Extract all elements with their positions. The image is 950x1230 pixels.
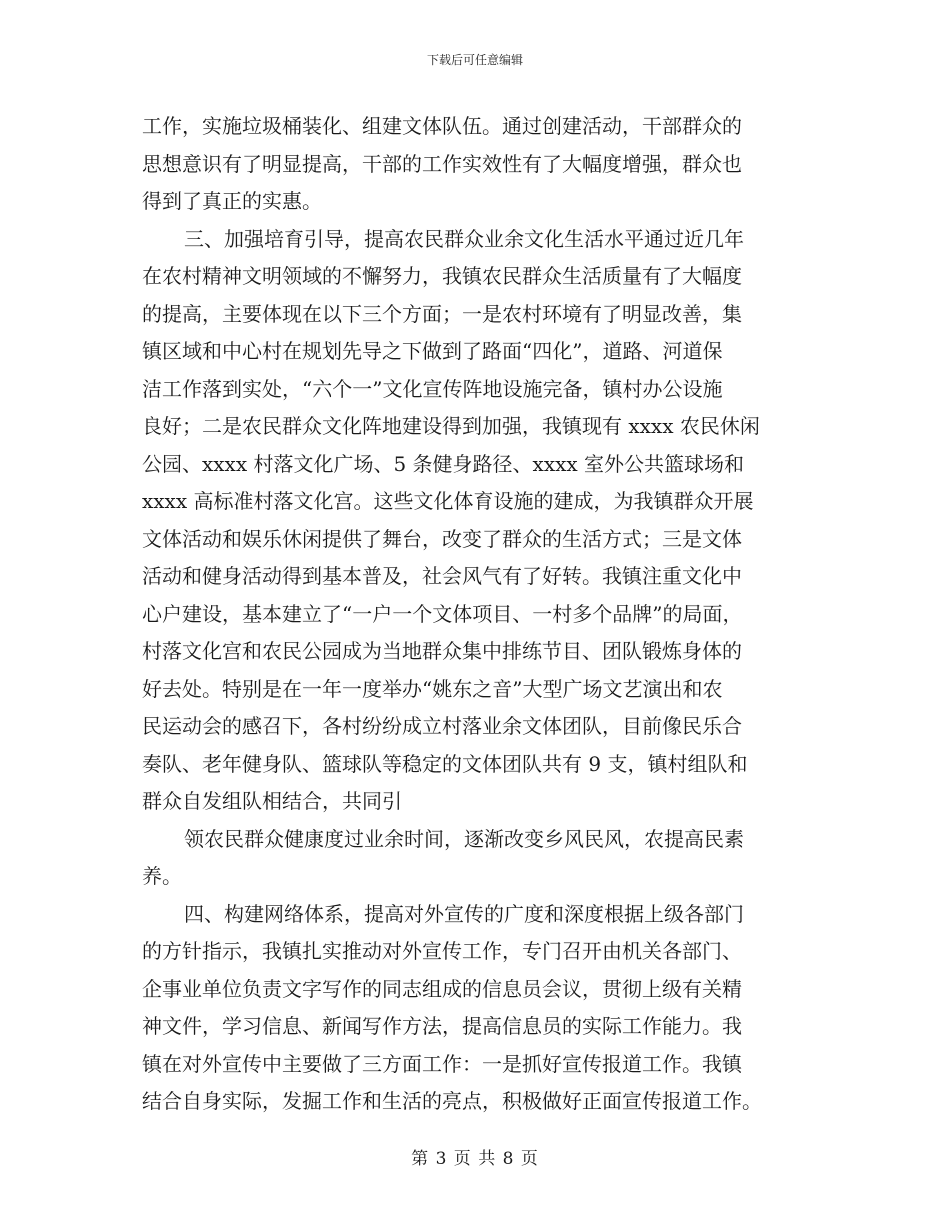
text-line: 民运动会的感召下，各村纷纷成立村落业余文体团队，目前像民乐合	[142, 714, 742, 738]
section-three-heading-line: 三、加强培育引导，提高农民群众业余文化生活水平通过近几年	[184, 226, 744, 251]
text-line: 群众自发组队相结合，共同引	[142, 789, 402, 813]
page-number: 第 3 页 共 8 页	[411, 1149, 539, 1169]
text-line: 奏队、老年健身队、篮球队等稳定的文体团队共有 9 支，镇村组队和	[142, 751, 748, 776]
document-body	[142, 108, 812, 1121]
text-line: xxxx 高标准村落文化宫。这些文化体育设施的建成，为我镇群众开展	[142, 489, 754, 513]
text-line: 的方针指示，我镇扎实推动对外宣传工作，专门召开由机关各部门、	[142, 939, 742, 963]
text-line: 镇区域和中心村在规划先导之下做到了路面“四化”，道路、河道保	[142, 339, 723, 363]
text-line: 洁工作落到实处，“六个一”文化宣传阵地设施完备，镇村办公设施	[142, 376, 723, 401]
text-line: 良好；二是农民群众文化阵地建设得到加强，我镇现有 xxxx 农民休闲	[142, 414, 760, 438]
text-line: 好去处。特别是在一年一度举办“姚东之音”大型广场文艺演出和农	[142, 676, 723, 701]
text-line: 神文件，学习信息、新闻写作方法，提高信息员的实际工作能力。我	[142, 1014, 742, 1038]
text-line: 领农民群众健康度过业余时间，逐渐改变乡风民风，农提高民素	[184, 826, 744, 851]
page-header: 下载后可任意编辑	[426, 53, 523, 67]
text-line: 村落文化宫和农民公园成为当地群众集中排练节目、团队锻炼身体的	[142, 639, 742, 663]
text-line: 的提高，主要体现在以下三个方面；一是农村环境有了明显改善，集	[142, 301, 742, 326]
text-line: 企事业单位负责文字写作的同志组成的信息员会议，贯彻上级有关精	[142, 976, 742, 1001]
text-line: 养。	[142, 864, 182, 888]
text-line: 思想意识有了明显提高，干部的工作实效性有了大幅度增强，群众也	[142, 151, 742, 176]
text-line: 镇在对外宣传中主要做了三方面工作：一是抓好宣传报道工作。我镇	[142, 1051, 742, 1076]
text-line: 在农村精神文明领域的不懈努力，我镇农民群众生活质量有了大幅度	[142, 264, 742, 288]
text-line: 公园、xxxx 村落文化广场、5 条健身路径、xxxx 室外公共篮球场和	[142, 451, 745, 476]
section-four-heading-line: 四、构建网络体系，提高对外宣传的广度和深度根据上级各部门	[184, 901, 744, 926]
text-line: 工作，实施垃圾桶装化、组建文体队伍。通过创建活动，干部群众的	[142, 114, 742, 138]
text-line: 得到了真正的实惠。	[142, 189, 322, 213]
text-line: 结合自身实际，发掘工作和生活的亮点，积极做好正面宣传报道工作。	[142, 1089, 762, 1113]
text-line: 心户建设，基本建立了“一户一个文体项目、一村多个品牌”的局面，	[142, 601, 743, 626]
text-line: 文体活动和娱乐休闲提供了舞台，改变了群众的生活方式；三是文体	[142, 526, 742, 551]
text-line: 活动和健身活动得到基本普及，社会风气有了好转。我镇注重文化中	[142, 564, 742, 588]
